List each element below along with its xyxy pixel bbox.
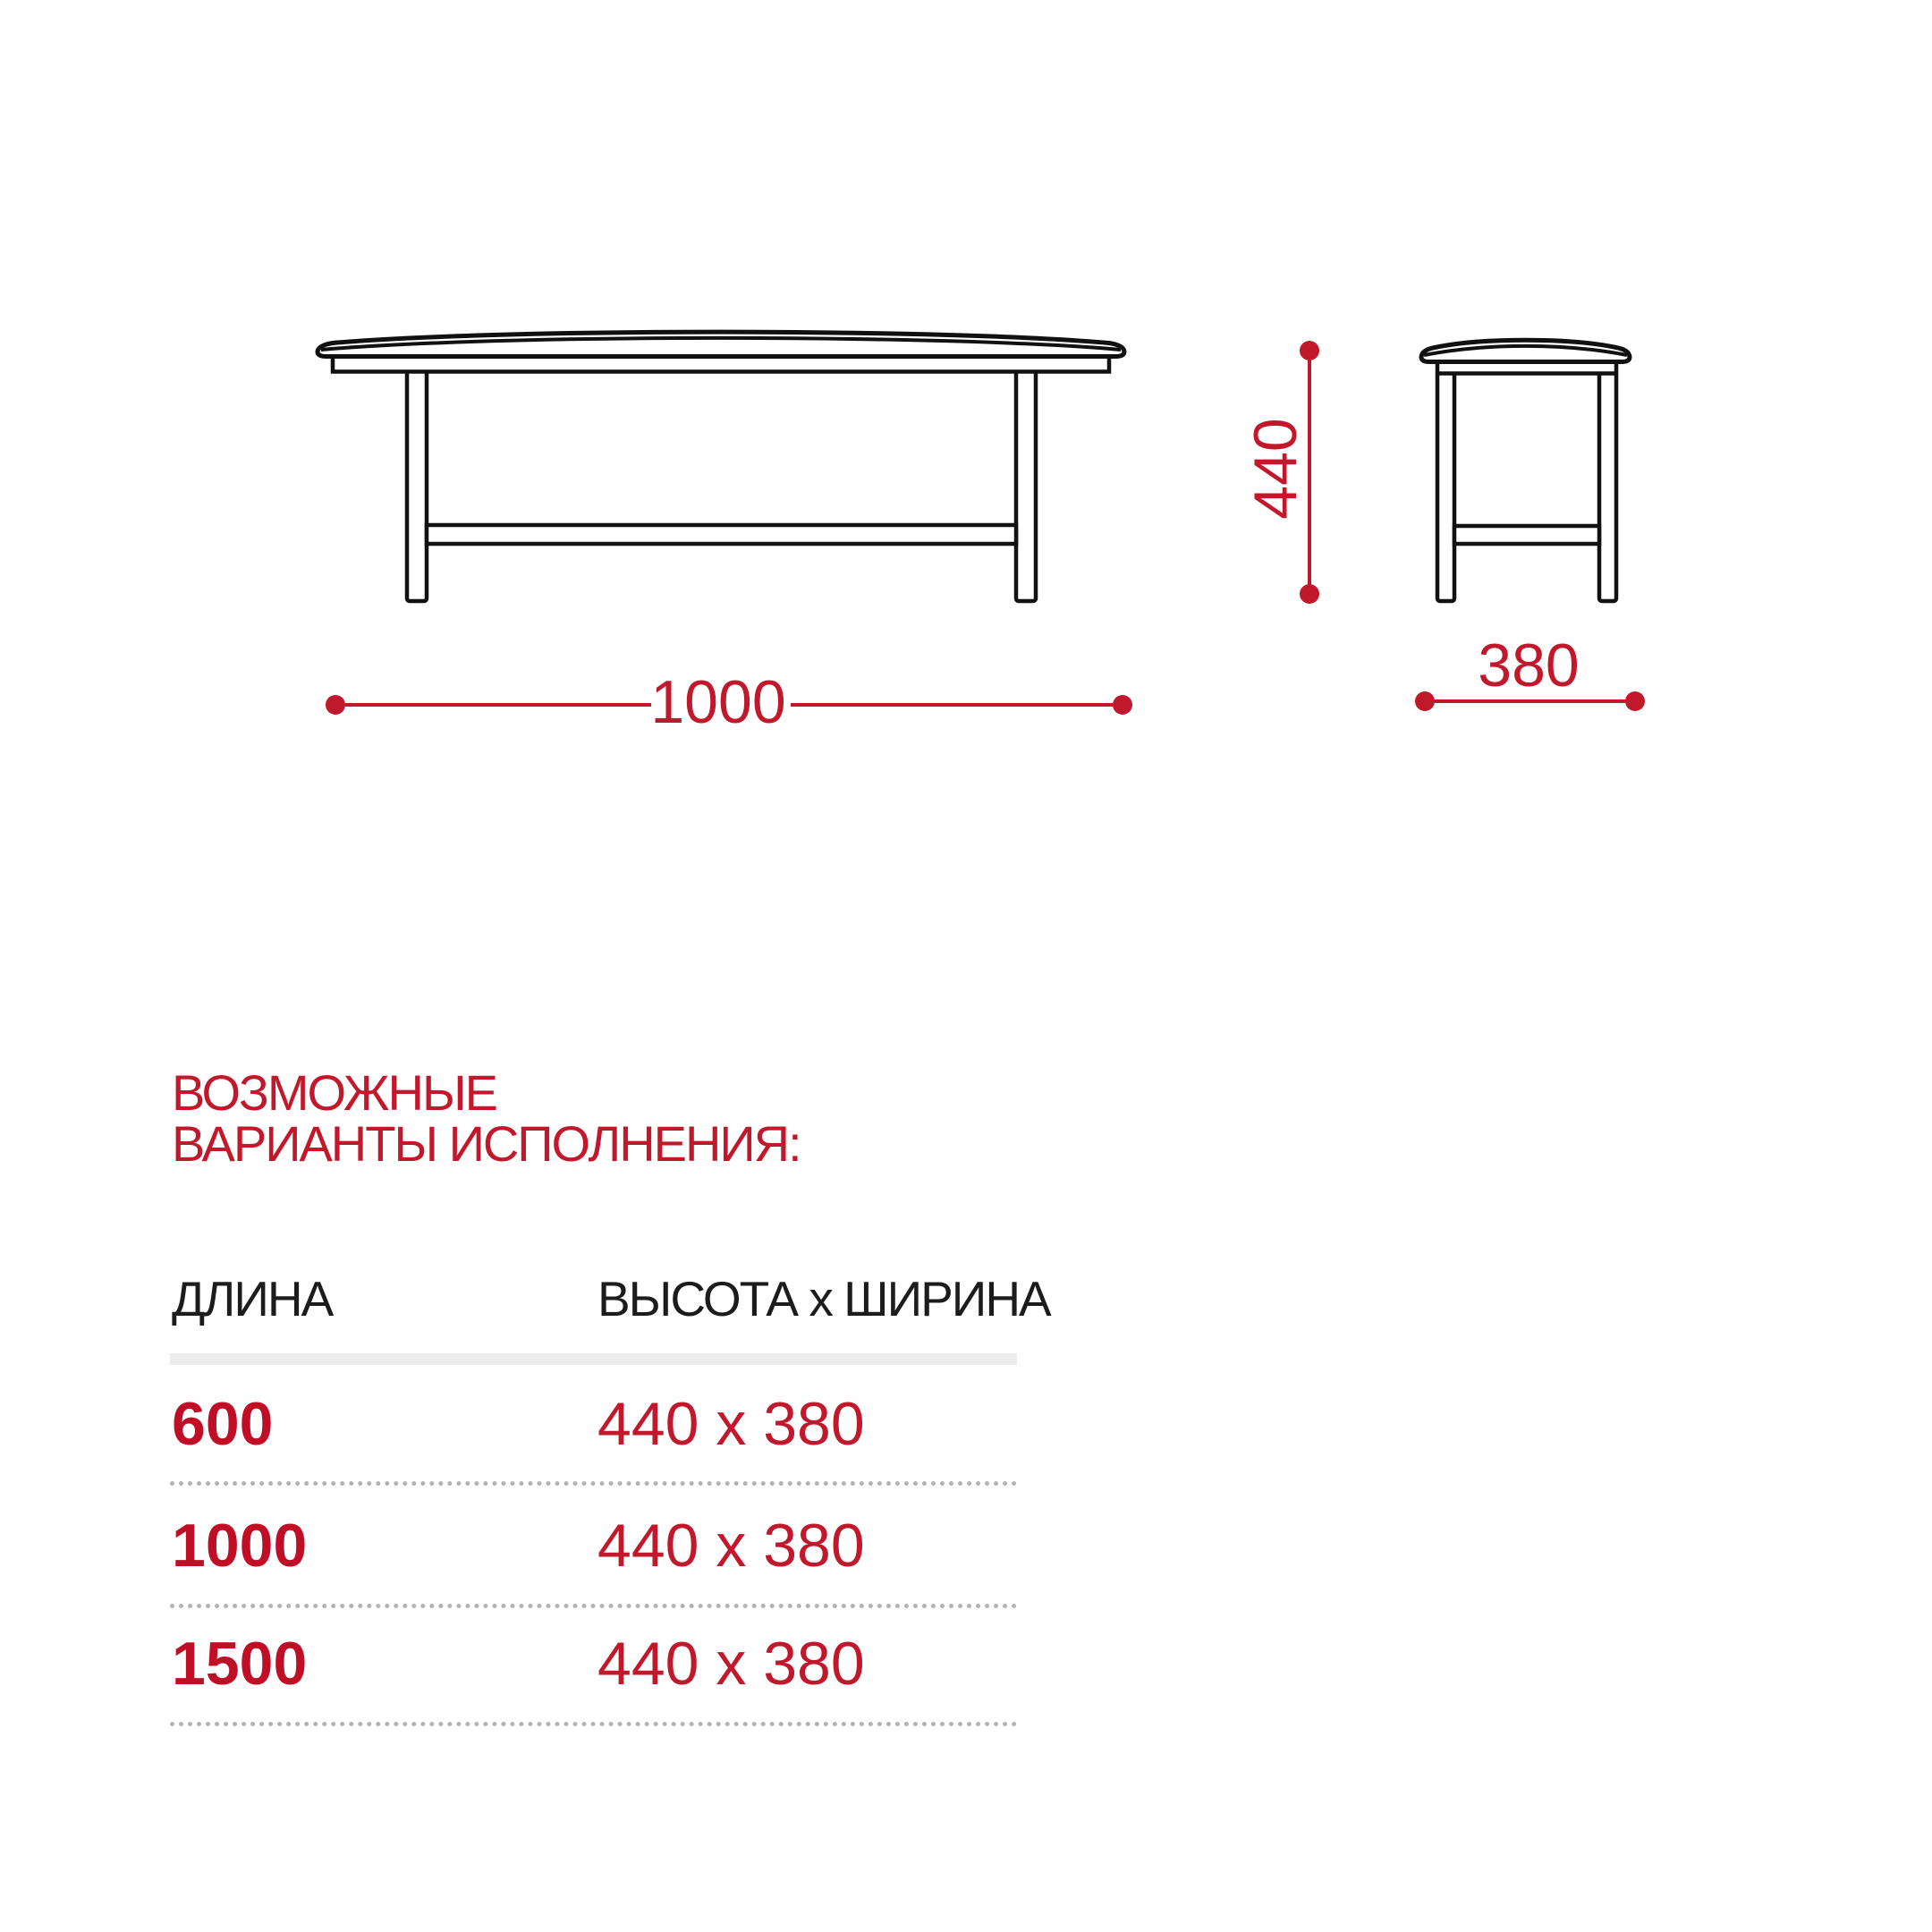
variants-title-line2: ВАРИАНТЫ ИСПОЛНЕНИЯ: xyxy=(172,1115,801,1172)
dimension-endpoint-dot xyxy=(1113,695,1132,715)
column-header-length: ДЛИНА xyxy=(172,1271,333,1326)
table-row-length: 600 xyxy=(172,1390,274,1458)
side-left-leg xyxy=(1437,373,1454,601)
width-dimension-value: 380 xyxy=(1478,631,1580,699)
table-row-length: 1500 xyxy=(172,1630,308,1698)
dimension-endpoint-dot xyxy=(326,695,345,715)
table-row-size: 440 x 380 xyxy=(597,1512,865,1580)
front-left-leg xyxy=(407,371,427,601)
variants-title-line1: ВОЗМОЖНЫЕ xyxy=(172,1064,496,1121)
side-stretcher xyxy=(1454,526,1599,544)
side-right-leg xyxy=(1599,373,1616,601)
table-header-rule xyxy=(170,1353,1017,1365)
bench-front-view xyxy=(318,332,1124,601)
height-dimension-value: 440 xyxy=(1241,418,1309,520)
table-row-length: 1000 xyxy=(172,1512,308,1580)
row-separator xyxy=(170,1604,1017,1608)
table-row-size: 440 x 380 xyxy=(597,1390,865,1458)
length-dimension-value: 1000 xyxy=(650,668,786,736)
column-header-size: ВЫСОТА х ШИРИНА xyxy=(597,1271,1050,1326)
row-separator xyxy=(170,1481,1017,1486)
bench-side-view xyxy=(1421,340,1630,601)
front-right-leg xyxy=(1016,371,1036,601)
variants-title xyxy=(172,1064,801,1172)
dimension-endpoint-dot xyxy=(1300,341,1319,360)
dimension-endpoint-dot xyxy=(1300,584,1319,604)
front-stretcher xyxy=(427,525,1016,544)
row-separator xyxy=(170,1722,1017,1726)
table-row-size: 440 x 380 xyxy=(597,1630,865,1698)
